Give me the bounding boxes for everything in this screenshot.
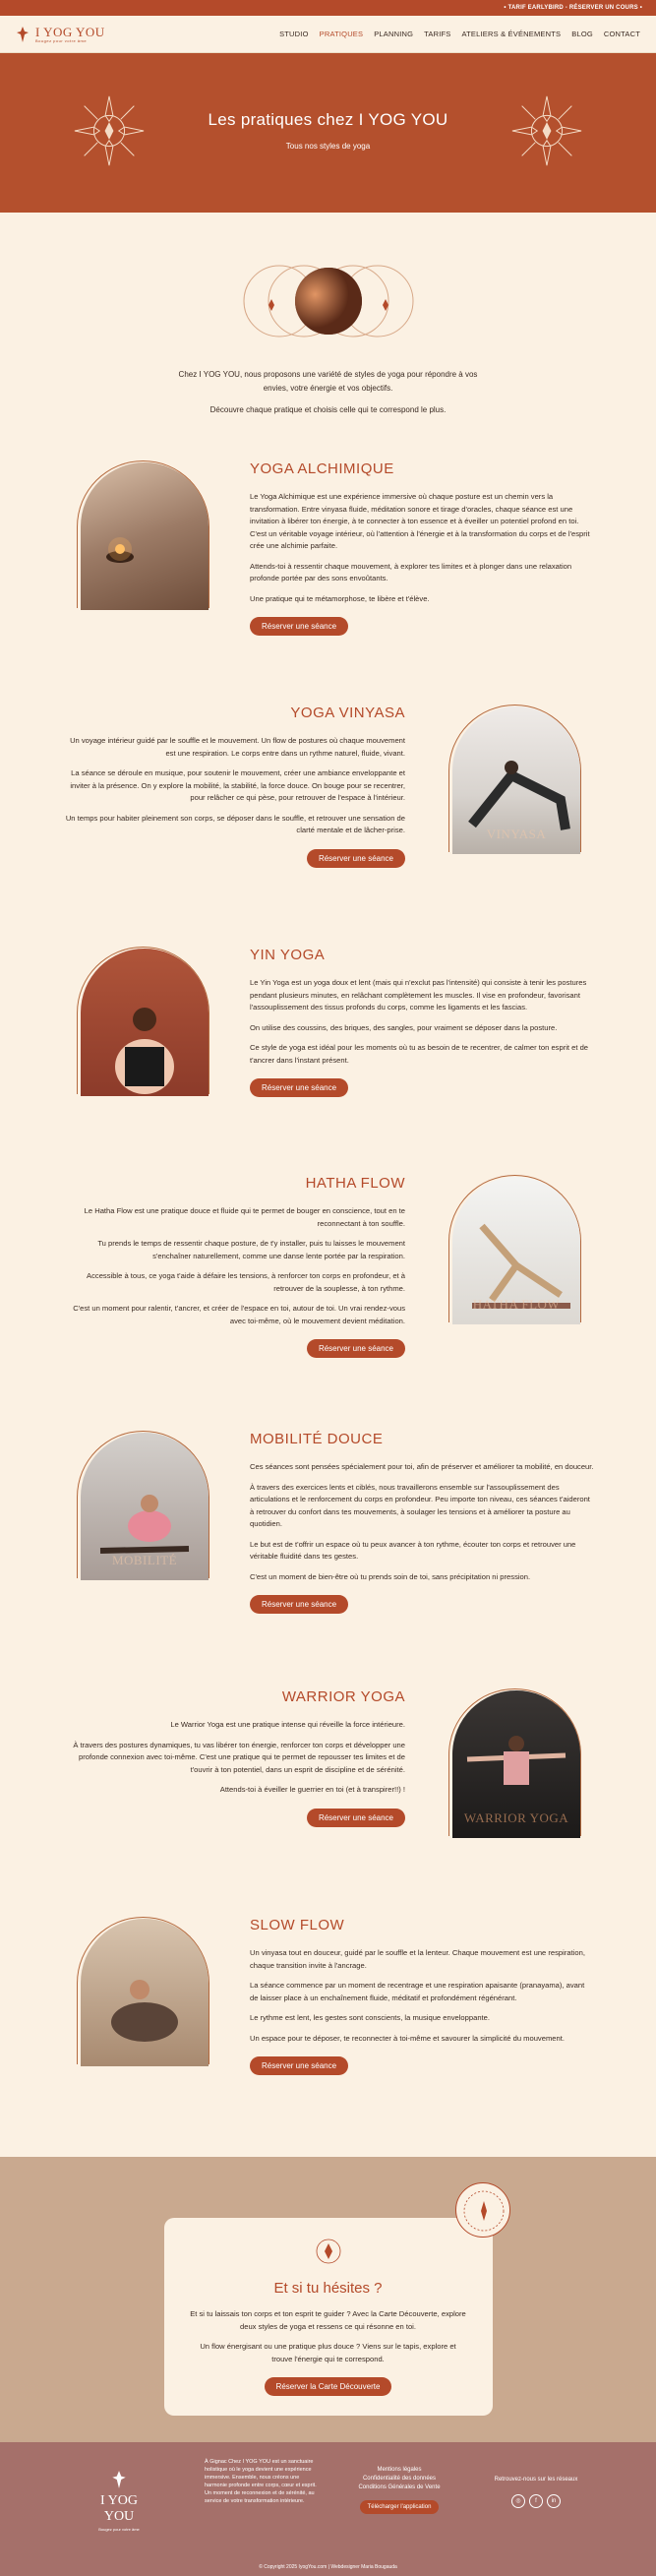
practice-paragraph: Le Yoga Alchimique est une expérience immersive où chaque posture est un chemin vers la transformation. Entre vinyasa fluide, méditation sonore et tirage d'oracles, chaque séance est une invitation à libérer ton énergie, à te connecter à ton essence et à éveiller un potentiel profond en toi. C'est un véritable voyage intérieur, où l'attention à l'énergie et à la transformation du corps et de l'esprit crée une alchimie parfaite.: [250, 492, 590, 550]
practice-slow-flow: [0, 1917, 656, 2110]
practice-image: [81, 949, 209, 1096]
practice-warrior-yoga: [0, 1688, 656, 1866]
practice-paragraph: Un temps pour habiter pleinement son corps, se déposer dans le souffle, et retrouver une sensation de clarté mentale et de lâcher-prise.: [65, 813, 405, 834]
facebook-icon[interactable]: f: [529, 2494, 543, 2508]
reserve-button[interactable]: Réserver une séance: [250, 1078, 348, 1097]
intro-text: Chez I YOG YOU, nous proposons une variété de styles de yoga pour répondre à vos envies, votre énergie et vos objectifs.: [178, 370, 478, 393]
reserve-button[interactable]: Réserver une séance: [250, 617, 348, 636]
practice-paragraph: Accessible à tous, ce yoga t'aide à défaire les tensions, à renforcer ton corps en profondeur, et à retrouver de la souplesse, à ton rythme.: [87, 1271, 405, 1293]
practice-title: MOBILITÉ DOUCE: [250, 1431, 384, 1447]
discovery-card: [164, 2218, 493, 2416]
footer-link[interactable]: Mentions légales: [377, 2467, 422, 2473]
page-subtitle: Tous nos styles de yoga: [285, 142, 371, 151]
practice-image: [81, 1919, 209, 2066]
nav-ateliers[interactable]: ATELIERS & ÉVÉNEMENTS: [461, 30, 562, 38]
practice-paragraph: À travers des postures dynamiques, tu vas libérer ton énergie, renforcer ton corps et développer une profonde connexion avec toi-même. C'est une pratique qui te permet de repousser tes limites et de t'ouvrir à ton potentiel, dans un esprit de discipline et de sérénité.: [73, 1740, 405, 1774]
practice-yoga-alchimique: [0, 460, 656, 653]
hesite-text: Et si tu laissais ton corps et ton esprit te guider ? Avec la Carte Découverte, explore deux styles de yoga et ressens ce qui résonne en toi.: [190, 2309, 466, 2331]
practice-hatha-flow: [0, 1175, 656, 1381]
logo-icon: [16, 26, 30, 43]
practice-title: YOGA VINYASA: [290, 705, 405, 721]
practice-paragraph: Attends-toi à éveiller le guerrier en toi (et à transpirer!!) !: [219, 1785, 405, 1794]
site-footer: [0, 2442, 656, 2576]
page-title: Les pratiques chez I YOG YOU: [208, 110, 448, 129]
reserve-button[interactable]: Réserver une séance: [307, 849, 405, 868]
practice-paragraph: Attends-toi à ressentir chaque mouvement, à explorer tes limites et à plonger dans une relaxation profonde portée par des sons envoûtants.: [250, 561, 572, 583]
practice-image: [452, 1177, 580, 1324]
practice-paragraph: Tu prends le temps de ressentir chaque posture, de t'y installer, puis tu laisses le mouvement s'enchaîner naturellement, comme une danse lente portée par la respiration.: [97, 1239, 405, 1260]
hesitation-section: [0, 2157, 656, 2442]
practice-paragraph: La séance se déroule en musique, pour soutenir le mouvement, créer une ambiance enveloppante et inviter à la présence. On y explore la mobilité, la stabilité, la force douce. On bouge pour se recentrer, pour relâcher ce qui pèse, pour retrouver de l'espace à l'intérieur.: [70, 768, 405, 802]
yoga-pose-illustration: [81, 949, 209, 1096]
practice-paragraph: Une pratique qui te métamorphose, te libère et t'élève.: [250, 593, 430, 603]
footer-links: [350, 2466, 448, 2514]
image-label: MOBILITÉ: [111, 1553, 178, 1567]
hero-banner: [0, 53, 656, 213]
practice-yoga-vinyasa: [0, 705, 656, 897]
logo-tagline: Bougez pour votre âme: [35, 37, 88, 43]
practice-text: [61, 705, 405, 868]
practice-title: SLOW FLOW: [250, 1917, 345, 1933]
practice-paragraph: Le Warrior Yoga est une pratique intense qui réveille la force intérieure.: [170, 1720, 405, 1729]
logo-icon: [111, 2470, 127, 2489]
site-header: [0, 16, 656, 53]
follow-text: Retrouvez-nous sur les réseaux: [494, 2477, 578, 2483]
practice-paragraph: C'est un moment de bien-être où tu prends soin de toi, sans précipitation ni pression.: [250, 1571, 531, 1581]
nav-blog[interactable]: BLOG: [571, 30, 593, 38]
seal-badge-icon: [455, 2182, 510, 2238]
practice-paragraph: Le Yin Yoga est un yoga doux et lent (mais qui n'exclut pas l'intensité) qui consiste à tenir les postures pendant plusieurs minutes, en relâchant complètement les muscles. Il vise en profondeur, favorisant l'assouplissement des tissus profonds du corps, comme les ligaments et les fascias.: [250, 978, 587, 1012]
discovery-card-button[interactable]: Réserver la Carte Découverte: [265, 2377, 392, 2396]
practice-paragraph: C'est un moment pour ralentir, t'ancrer, et créer de l'espace en toi, autour de toi. Un vrai rendez-vous avec toi-même, où le mouvement devient méditation.: [73, 1304, 405, 1325]
promo-bar[interactable]: • TARIF EARLYBIRD - RÉSERVER UN COURS •: [0, 0, 656, 16]
intro-text-2: Découvre chaque pratique et choisis celle qui te correspond le plus.: [209, 405, 447, 414]
nav-tarifs[interactable]: TARIFS: [424, 30, 451, 38]
image-label: VINYASA: [486, 827, 547, 841]
image-label: HATHA FLOW: [472, 1297, 561, 1312]
yoga-pose-illustration: [81, 1919, 209, 2066]
practice-paragraph: Un vinyasa tout en douceur, guidé par le souffle et la lenteur. Chaque mouvement est une respiration, chaque transition invite à l'ancrage.: [250, 1948, 585, 1970]
practice-title: WARRIOR YOGA: [281, 1688, 405, 1705]
practice-image: [452, 706, 580, 854]
reserve-button[interactable]: Réserver une séance: [307, 1339, 405, 1358]
footer-social: [482, 2476, 590, 2508]
nav-contact[interactable]: CONTACT: [603, 30, 640, 38]
practice-text: [61, 1688, 405, 1827]
copyright: © Copyright 2025 IyogYou.com | Webdesigner Maria Bougauda: [259, 2564, 397, 2570]
nav-studio[interactable]: STUDIO: [279, 30, 309, 38]
candle-icon: [81, 462, 209, 610]
practice-paragraph: À travers des exercices lents et ciblés, nous travaillerons ensemble sur l'assouplissement des articulations et le renforcement du corps en profondeur. Peu importe ton niveau, ces séances t'aideront à retrouver du confort dans tes mouvements, à soulager les tensions et à améliorer ta posture au quotidien.: [250, 1482, 590, 1528]
practice-text: [61, 1175, 405, 1358]
practice-paragraph: On utilise des coussins, des briques, des sangles, pour vraiment se déposer dans la posture.: [250, 1022, 558, 1032]
practice-paragraph: Ce style de yoga est idéal pour les moments où tu as besoin de te recentrer, de calmer ton esprit et de t'ancrer dans l'instant présent.: [250, 1043, 589, 1065]
sun-emblem-icon: [71, 92, 148, 169]
practice-paragraph: Le rythme est lent, les gestes sont conscients, la musique enveloppante.: [250, 2013, 490, 2022]
footer-link[interactable]: Confidentialité des données: [362, 2476, 437, 2482]
footer-logo-tagline: Bougez pour votre âme: [98, 2527, 140, 2532]
practice-text: [250, 947, 594, 1097]
practice-mobilite-douce: [0, 1431, 656, 1639]
practice-paragraph: Le but est de t'offrir un espace où tu peux avancer à ton rythme, écouter ton corps et retrouver une véritable fluidité dans tes gestes.: [250, 1539, 576, 1561]
practice-title: HATHA FLOW: [305, 1175, 405, 1192]
practice-yin-yoga: [0, 947, 656, 1124]
nav-pratiques[interactable]: PRATIQUES: [319, 30, 364, 38]
image-label: WARRIOR YOGA: [463, 1810, 569, 1825]
reserve-button[interactable]: Réserver une séance: [250, 1595, 348, 1614]
footer-logo[interactable]: [89, 2470, 149, 2534]
intro-circles-illustration: [230, 252, 427, 350]
diamond-icon: [315, 2238, 342, 2265]
footer-about: À Gignac Chez I YOG YOU est un sanctuaire holistique où le yoga devient une expérience immersive. Ensemble, nous créons une harmonie profonde entre corps, cœur et esprit. Un moment de reconnexion et de sérénité, au service de votre transformation intérieure.: [205, 2459, 317, 2504]
logo-text: I YOG YOU: [35, 24, 105, 39]
main-nav: [279, 30, 640, 38]
practice-paragraph: La séance commence par un moment de recentrage et une respiration apaisante (pranayama), avant de laisser place à un enchaînement fluide, méditatif et profondément régénérant.: [250, 1981, 585, 2002]
practice-paragraph: Un voyage intérieur guidé par le souffle et le mouvement. Un flow de postures où chaque mouvement est une respiration. Le corps entre dans un rythme naturel, fluide, vivant.: [70, 736, 405, 758]
reserve-button[interactable]: Réserver une séance: [250, 2056, 348, 2075]
practice-image: [81, 462, 209, 610]
download-app-button[interactable]: Télécharger l'application: [360, 2500, 440, 2514]
practice-paragraph: Ces séances sont pensées spécialement pour toi, afin de préserver et améliorer ta mobilité, en douceur.: [250, 1462, 594, 1471]
practice-title: YOGA ALCHIMIQUE: [250, 460, 394, 477]
logo[interactable]: [16, 26, 105, 43]
hesite-text-2: Un flow énergisant ou une pratique plus douce ? Viens sur le tapis, explore et trouve l'énergie qui te correspond.: [200, 2342, 456, 2363]
footer-logo-text: I YOG YOU: [100, 2493, 138, 2524]
sun-emblem-icon: [508, 92, 585, 169]
practice-text: [250, 1431, 594, 1614]
practice-text: [250, 460, 594, 636]
practice-image: [81, 1433, 209, 1580]
nav-planning[interactable]: PLANNING: [374, 30, 414, 38]
practice-title: YIN YOGA: [250, 947, 326, 963]
practice-paragraph: Le Hatha Flow est une pratique douce et fluide qui te permet de bouger en conscience, tout en te reconnectant à ton souffle.: [84, 1206, 405, 1228]
practice-text: [250, 1917, 594, 2075]
instagram-icon[interactable]: ◎: [511, 2494, 525, 2508]
practice-image: [452, 1690, 580, 1838]
intro-section: [0, 213, 656, 417]
hesite-title: Et si tu hésites ?: [273, 2280, 383, 2297]
practice-paragraph: Un espace pour te déposer, te reconnecter à toi-même et savourer la simplicité du mouvement.: [250, 2033, 565, 2043]
reserve-button[interactable]: Réserver une séance: [307, 1809, 405, 1827]
footer-link[interactable]: Conditions Générales de Vente: [358, 2484, 441, 2490]
linkedin-icon[interactable]: in: [547, 2494, 561, 2508]
